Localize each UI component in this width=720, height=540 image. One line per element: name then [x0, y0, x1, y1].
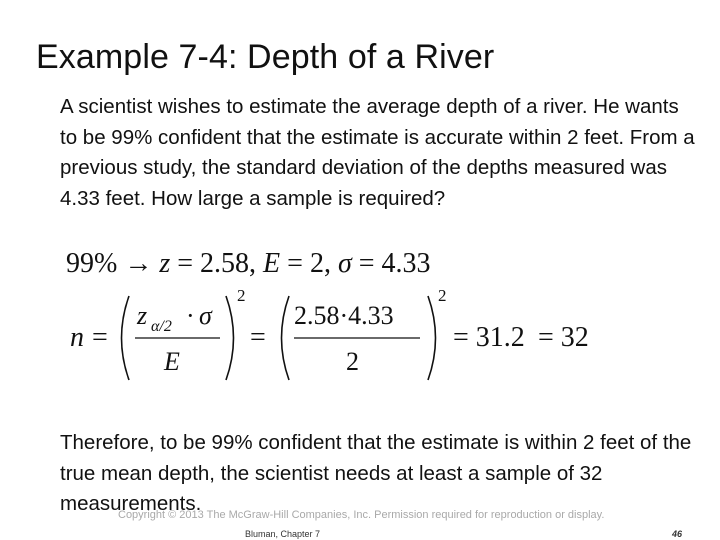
result-31-2: = 31.2 — [453, 322, 525, 353]
numeric-numerator: 2.58·4.33 — [294, 301, 394, 330]
left-paren-2 — [282, 296, 290, 380]
sigma-symbol: σ — [199, 301, 212, 330]
z-value: 2.58 — [200, 248, 250, 279]
e-value: 2 — [309, 248, 324, 279]
footer-chapter: Bluman, Chapter 7 — [245, 529, 321, 539]
given-values: 99% → z = 2.58, E = 2, σ = 4.33 — [66, 248, 431, 279]
dot-operator: · — [186, 301, 195, 330]
implies-arrow: → — [124, 248, 153, 279]
copyright-notice: Copyright © 2013 The McGraw-Hill Companies, Inc. Permission required for reproduction or display. — [118, 509, 605, 521]
sigma-label: σ — [337, 248, 352, 279]
z-label: z — [159, 248, 171, 279]
sigma-value: 4.33 — [381, 248, 431, 279]
e-label: E — [263, 248, 281, 279]
left-paren-1 — [122, 296, 130, 380]
numeric-denominator: 2 — [346, 347, 359, 376]
exponent-1: 2 — [237, 286, 246, 305]
problem-statement: A scientist wishes to estimate the average depth of a river. He wants to be 99% confident that the estimate is accurate within 2 feet. From a previous study, the standard deviation of the depths measured was 4.33 feet. How large a sample is required? — [60, 95, 695, 210]
conclusion-statement: Therefore, to be 99% confident that the estimate is within 2 feet of the true mean depth, the scientist needs at least a sample of 32 measurements. — [60, 431, 692, 515]
e-symbol: E — [164, 347, 180, 376]
equals-sign-2: = — [250, 322, 266, 353]
z-symbol: z — [137, 301, 148, 330]
page-number: 46 — [672, 529, 683, 539]
equals-sign: = — [92, 322, 108, 353]
exponent-2: 2 — [438, 286, 447, 305]
slide-title: Example 7-4: Depth of a River — [36, 38, 495, 76]
alpha-subscript: α/2 — [151, 318, 172, 335]
result-32: = 32 — [538, 322, 589, 353]
sample-size-formula — [60, 286, 640, 386]
n-symbol: n — [70, 322, 84, 353]
right-paren-2 — [428, 296, 436, 380]
right-paren-1 — [226, 296, 234, 380]
confidence-level: 99% — [66, 248, 118, 279]
